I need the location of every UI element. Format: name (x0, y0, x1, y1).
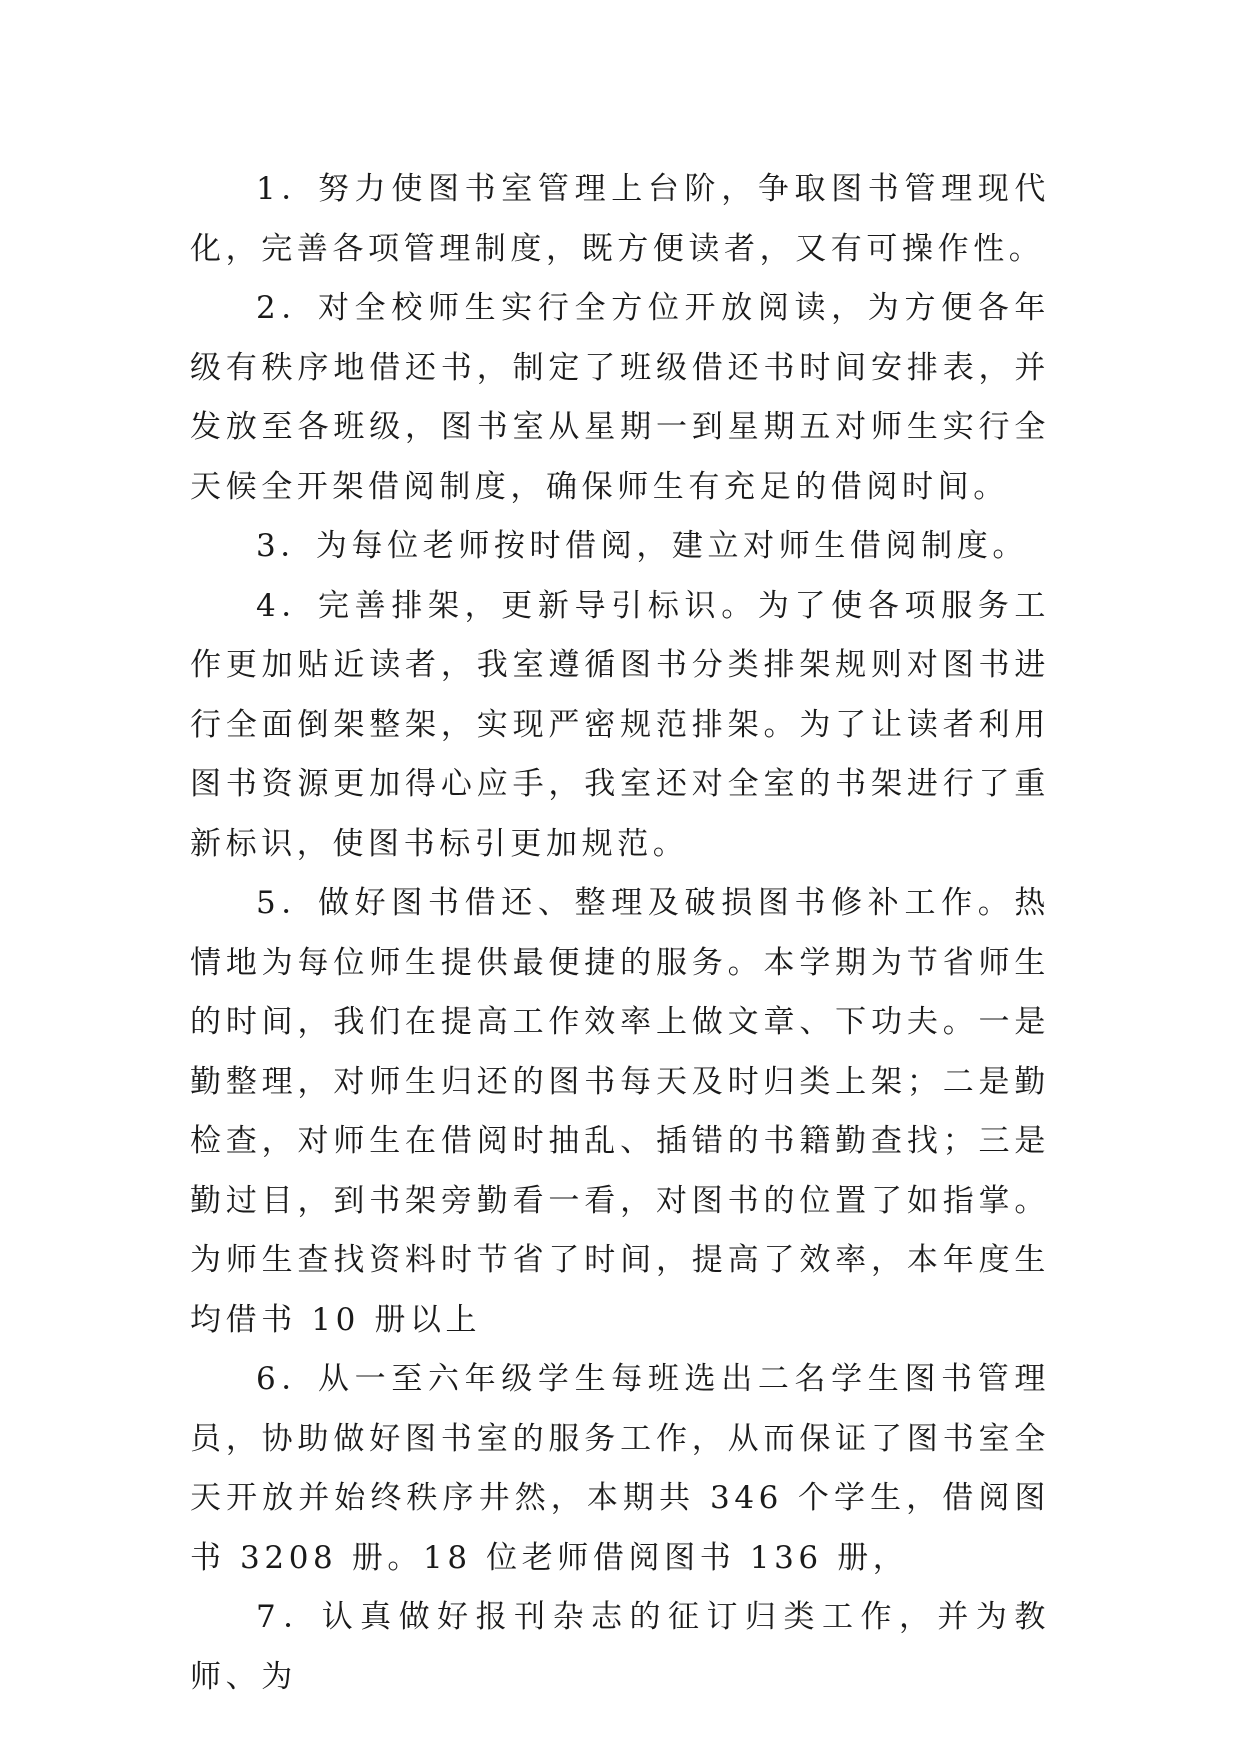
paragraph-4: 4．完善排架，更新导引标识。为了使各项服务工作更加贴近读者，我室遵循图书分类排架规则对图书进行全面倒架整架，实现严密规范排架。为了让读者利用图书资源更加得心应手，我室还对全室的书架进行了重新标识，使图书标引更加规范。 (190, 587, 1050, 862)
paragraph-1: 1．努力使图书室管理上台阶，争取图书管理现代化，完善各项管理制度，既方便读者，又有可操作性。 (190, 171, 1050, 267)
paragraph-6: 6．从一至六年级学生每班选出二名学生图书管理员，协助做好图书室的服务工作，从而保证了图书室全天开放并始终秩序井然，本期共 346 个学生，借阅图书 3208 册。18 位老师借阅图书 136 册， (190, 1361, 1050, 1576)
paragraph-5: 5．做好图书借还、整理及破损图书修补工作。热情地为每位师生提供最便捷的服务。本学期为节省师生的时间，我们在提高工作效率上做文章、下功夫。一是勤整理，对师生归还的图书每天及时归类上架；二是勤检查，对师生在借阅时抽乱、插错的书籍勤查找；三是勤过目，到书架旁勤看一看，对图书的位置了如指掌。为师生查找资料时节省了时间，提高了效率，本年度生均借书 10 册以上 (190, 885, 1050, 1338)
document-body (190, 160, 1050, 1707)
paragraph-3: 3．为每位老师按时借阅，建立对师生借阅制度。 (256, 528, 1028, 564)
paragraph-7: 7．认真做好报刊杂志的征订归类工作，并为教师、为 (190, 1599, 1050, 1695)
paragraph-2: 2．对全校师生实行全方位开放阅读，为方便各年级有秩序地借还书，制定了班级借还书时间安排表，并发放至各班级，图书室从星期一到星期五对师生实行全天候全开架借阅制度，确保师生有充足的借阅时间。 (190, 290, 1050, 505)
